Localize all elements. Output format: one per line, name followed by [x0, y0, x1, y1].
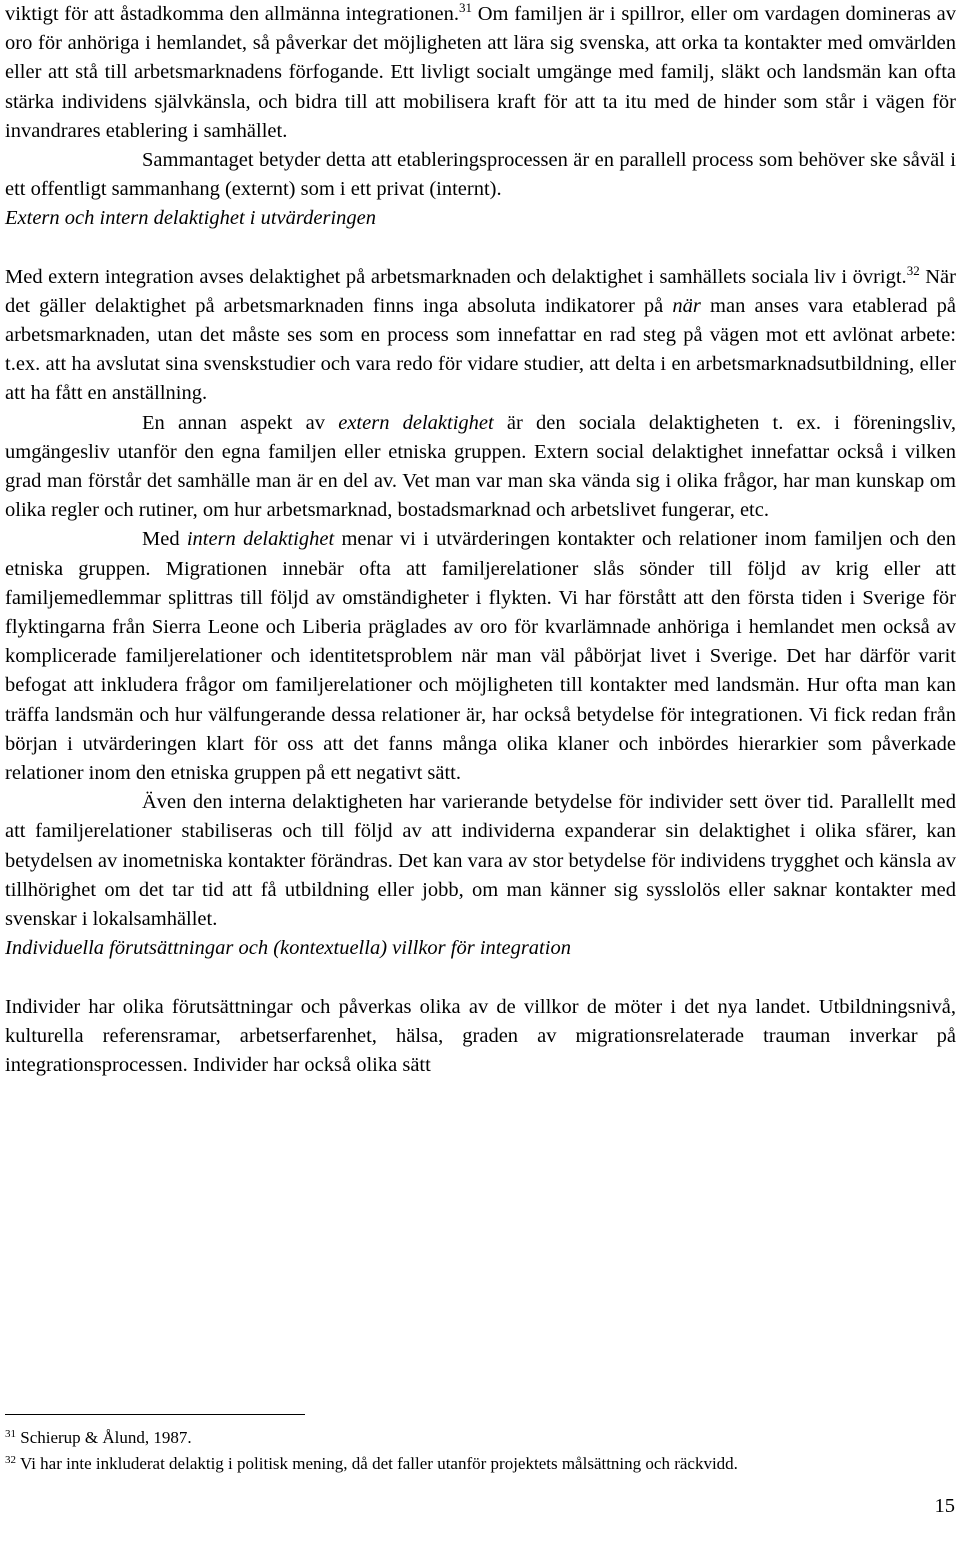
paragraph: Med intern delaktighet menar vi i utvärderingen kontakter och relationer inom familjen och den etniska gruppen. Migrationen innebär ofta att familjerelationer slås sönder till följd av krig eller att familjemedlemmar splittras till följd av omständigheter i flykten. Vi har förstått att den första tiden i Sverige för flyktingarna från Sierra Leone och Liberia präglades av oro för kvarlämnade anhöriga i hemlandet men också av komplicerade familjerelationer och identitetsproblem när man väl påbörjat livet i Sverige. Det har därför varit befogat att inkludera frågor om familjerelationer och möjligheten till kontakter med landsmän. Hur ofta man kan träffa landsmän och hur välfungerande dessa relationer är, har också betydelse för integrationen. Vi fick redan från början i utvärderingen klart för oss att det fanns många olika klaner och inbördes hierarkier som påverkade relationer inom den etniska gruppen på ett negativt sätt. [5, 528, 957, 785]
footnote-ref: 32 [906, 262, 920, 278]
footnote-separator [5, 1414, 305, 1415]
paragraph: viktigt för att åstadkomma den allmänna integrationen.$^{31}$ Om familjen är i spillror, eller om vardagen domineras av oro för anhöriga i hemlandet, så påverkar det möjligheten att lära sig svenska, att orka ta kontakter med omvärlden eller att stå till arbetsmarknadens förfogande. Ett livligt socialt umgänge med familj, släkt och landsmän kan ofta stärka individens självkänsla, och bidra till att mobilisera kraft för att ta itu med de hinder som står i vägen för invandrares etablering i samhället. [5, 0, 956, 142]
paragraph: En annan aspekt av extern delaktighet är den sociala delaktigheten t. ex. i föreningsliv, umgängesliv utanför den egna familjen eller etniska gruppen. Extern social delaktighet innefattar också i vilken grad man förstår det samhälle man är en del av. Vet man var man ska vända sig i olika frågor, har man kunskap om olika regler och rutiner, om hur arbetsmarknad, bostadsmarknad och arbetslivet fungerar, etc. [5, 411, 956, 522]
footnotes [5, 1425, 956, 1477]
document-body [5, 0, 956, 1080]
section-heading: Extern och intern delaktighet i utvärderingen [5, 207, 376, 230]
footnote-ref: 31 [458, 0, 472, 15]
paragraph: Även den interna delaktigheten har varierande betydelse för individer sett över tid. Parallellt med att familjerelationer stabiliseras och till följd av att individerna expanderar sin delaktighet i olika sfärer, kan betydelsen av inometniska kontakter förändras. Det kan vara av stor betydelse för individens trygghet och känsla av tillhörighet om det tar tid att få utbildning eller jobb, om man känner sig sysslolös eller saknar kontakter med svenskar i lokalsamhället. [5, 791, 956, 931]
page-number: 15 [934, 1495, 955, 1517]
section-heading: Individuella förutsättningar och (kontextuella) villkor för integration [5, 937, 571, 960]
paragraph: Sammantaget betyder detta att etableringsprocessen är en parallell process som behöver ske såväl i ett offentligt sammanhang (externt) som i ett privat (internt). [5, 149, 956, 201]
footnote: $^{31}$ Schierup & Ålund, 1987. [5, 1428, 192, 1447]
paragraph: Med extern integration avses delaktighet på arbetsmarknaden och delaktighet i samhällets sociala liv i övrigt.$^{32}$ När det gäller delaktighet på arbetsmarknaden finns inga absoluta indikatorer på när man anses vara etablerad på arbetsmarknaden, utan det måste ses som en process som innefattar en rad steg på vägen mot ett avlönat arbete: t.ex. att ha avslutat sina svenskstudier och vara redo för vidare studier, att delta i en arbetsmarknadsutbildning, eller att ha fått en anställning. [5, 262, 956, 405]
paragraph: Individer har olika förutsättningar och påverkas olika av de villkor de möter i det nya landet. Utbildningsnivå, kulturella referensramar, arbetserfarenhet, hälsa, graden av migrationsrelaterade trauman inverkar på integrationsprocessen. Individer har också olika sätt [5, 995, 956, 1076]
footnote: $^{32}$ Vi har inte inkluderat delaktig i politisk mening, då det faller utanför projektets målsättning och räckvidd. [5, 1454, 738, 1473]
